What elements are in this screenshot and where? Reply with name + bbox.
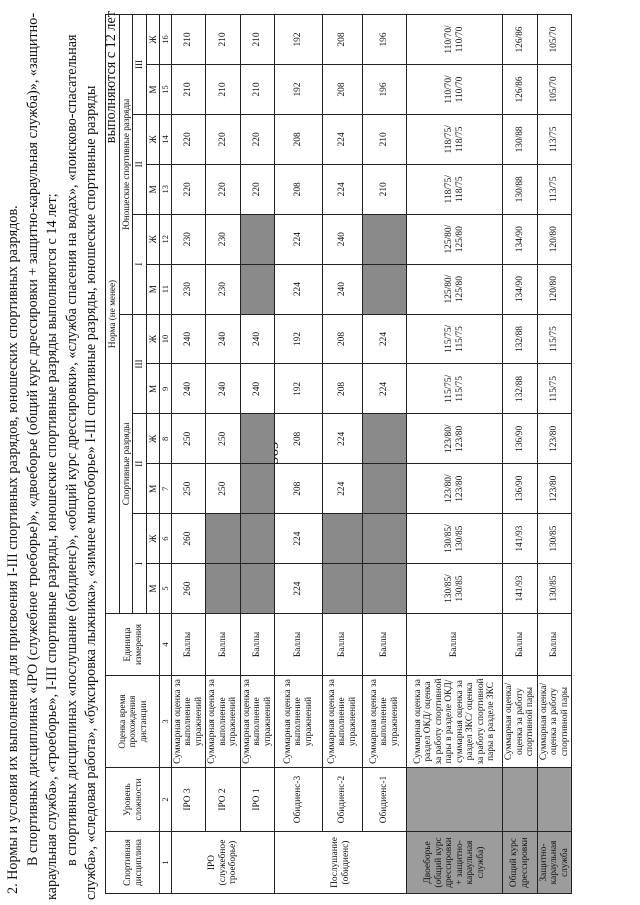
score-cell: Суммарная оценка за выполнение упражнений — [171, 676, 206, 768]
value-cell: 120/80 — [537, 214, 572, 264]
value-cell: 126/86 — [503, 15, 538, 65]
value-cell: 210 — [171, 15, 206, 65]
value-cell: 250 — [171, 414, 206, 464]
value-cell: 240 — [206, 314, 241, 364]
value-cell: 220 — [240, 164, 275, 214]
value-cell: 141/93 — [503, 514, 538, 564]
column-number: 9 — [160, 364, 172, 414]
value-cell: 224 — [323, 414, 363, 464]
value-cell: 224 — [275, 564, 323, 614]
rotated-page — [4, 5, 624, 900]
value-cell — [240, 214, 275, 264]
level-cell — [407, 768, 503, 832]
unit-cell: Баллы — [171, 614, 206, 676]
value-cell: 123/80 — [537, 414, 572, 464]
value-cell: 230 — [206, 214, 241, 264]
score-cell: Суммарная оценка/ оценка за работу спортивной пары — [537, 676, 572, 768]
value-cell: 240 — [323, 264, 363, 314]
table-row — [407, 15, 503, 894]
value-cell: 115/75/ 115/75 — [407, 364, 503, 414]
value-cell: 230 — [171, 214, 206, 264]
value-cell: 196 — [363, 65, 407, 115]
value-cell: 240 — [171, 364, 206, 414]
header-youth-ranks: Юношеские спортивные разряды — [119, 15, 133, 315]
value-cell: 118/75/ 118/75 — [407, 164, 503, 214]
score-cell: Суммарная оценка/ оценка за работу спортивной пары — [503, 676, 538, 768]
level-cell: IPO 1 — [240, 768, 275, 832]
table-row — [363, 15, 407, 894]
value-cell: 220 — [206, 164, 241, 214]
column-number: 15 — [160, 65, 172, 115]
value-cell: 136/90 — [503, 414, 538, 464]
value-cell: 110/70/ 110/70 — [407, 15, 503, 65]
value-cell: 208 — [323, 364, 363, 414]
header-rank: I — [133, 214, 147, 314]
column-number: 11 — [160, 264, 172, 314]
heading-title: 2. Нормы и условия их выполнения для присвоения I-III спортивных разрядов, юношеских спортивных разрядов. — [5, 205, 21, 894]
score-cell: Суммарная оценка за выполнение упражнений — [206, 676, 241, 768]
value-cell: 250 — [206, 464, 241, 514]
discipline-cell: IPO (служебное троеборье) — [171, 832, 275, 894]
header-discipline: Спортивная дисциплина — [106, 832, 160, 894]
table-row — [171, 15, 206, 894]
header-female: Ж — [146, 114, 160, 164]
value-cell: 230 — [171, 264, 206, 314]
value-cell: 210 — [240, 15, 275, 65]
score-cell: Суммарная оценка за выполнение упражнений — [275, 676, 323, 768]
header-female: Ж — [146, 314, 160, 364]
column-number: 8 — [160, 414, 172, 464]
value-cell — [323, 514, 363, 564]
value-cell: 105/70 — [537, 65, 572, 115]
value-cell: 130/88 — [503, 114, 538, 164]
value-cell: 208 — [275, 414, 323, 464]
column-number: 1 — [160, 832, 172, 894]
value-cell: 260 — [171, 564, 206, 614]
header-rank: III — [133, 15, 147, 115]
discipline-cell: Общий курс дрессировки — [503, 832, 538, 894]
level-cell — [503, 768, 538, 832]
value-cell: 136/90 — [503, 464, 538, 514]
value-cell: 208 — [275, 114, 323, 164]
value-cell: 220 — [206, 114, 241, 164]
header-level: Уровень сложности — [106, 768, 160, 832]
value-cell: 208 — [275, 164, 323, 214]
value-cell: 240 — [323, 214, 363, 264]
table-row — [240, 15, 275, 894]
value-cell — [240, 564, 275, 614]
value-cell: 224 — [363, 314, 407, 364]
discipline-cell: Защитно-караульная служба — [537, 832, 572, 894]
value-cell: 208 — [323, 314, 363, 364]
value-cell: 130/85/ 130/85 — [407, 564, 503, 614]
value-cell: 113/75 — [537, 114, 572, 164]
value-cell: 210 — [171, 65, 206, 115]
header-male: М — [146, 65, 160, 115]
heading-line-4: служба», «следовая работа», «буксировка лыжника», «зимнее многоборье» I-III спортивные разряды, юношеские спортивные разряды — [83, 85, 99, 900]
unit-cell: Баллы — [503, 614, 538, 676]
discipline-cell: Послушание (обидиенс) — [275, 832, 407, 894]
table-row — [206, 15, 241, 894]
heading-line-1: В спортивных дисциплинах «IPO (служебное троеборье)», «двоеборье (общий курс дрессировки + защитно-караульная служба)», «защитно- — [24, 12, 41, 866]
unit-cell: Баллы — [240, 614, 275, 676]
value-cell — [240, 514, 275, 564]
value-cell: 132/88 — [503, 314, 538, 364]
column-number: 10 — [160, 314, 172, 364]
unit-cell: Баллы — [323, 614, 363, 676]
value-cell: 220 — [171, 164, 206, 214]
value-cell: 224 — [275, 214, 323, 264]
value-cell: 130/88 — [503, 164, 538, 214]
header-male: М — [146, 164, 160, 214]
value-cell: 220 — [171, 114, 206, 164]
value-cell: 123/80/ 123/80 — [407, 414, 503, 464]
score-cell: Суммарная оценка за выполнение упражнений — [363, 676, 407, 768]
value-cell: 132/88 — [503, 364, 538, 414]
table-row — [275, 15, 323, 894]
value-cell: 115/75/ 115/75 — [407, 314, 503, 364]
value-cell: 192 — [275, 15, 323, 65]
value-cell: 208 — [323, 65, 363, 115]
unit-cell: Баллы — [537, 614, 572, 676]
value-cell: 110/70/ 110/70 — [407, 65, 503, 115]
column-number: 2 — [160, 768, 172, 832]
value-cell: 113/75 — [537, 164, 572, 214]
value-cell: 240 — [171, 314, 206, 364]
value-cell — [363, 514, 407, 564]
value-cell: 130/85/ 130/85 — [407, 514, 503, 564]
value-cell: 210 — [240, 65, 275, 115]
value-cell: 126/86 — [503, 65, 538, 115]
value-cell: 224 — [363, 364, 407, 414]
table-row — [537, 15, 572, 894]
value-cell: 210 — [206, 15, 241, 65]
heading — [4, 5, 121, 900]
value-cell: 141/93 — [503, 564, 538, 614]
score-cell: Суммарная оценка за выполнение упражнений — [240, 676, 275, 768]
level-cell: IPO 2 — [206, 768, 241, 832]
value-cell: 240 — [240, 364, 275, 414]
value-cell: 125/80/ 125/80 — [407, 264, 503, 314]
value-cell: 192 — [275, 314, 323, 364]
level-cell: Обидиенс-2 — [323, 768, 363, 832]
value-cell — [206, 514, 241, 564]
heading-line-2: караульная служба», «троеборье», I-III спортивные разряды, юношеские спортивные разряды выполняются с 14 лет; — [44, 193, 60, 900]
unit-cell: Баллы — [275, 614, 323, 676]
value-cell: 210 — [363, 114, 407, 164]
value-cell: 192 — [275, 65, 323, 115]
value-cell — [363, 214, 407, 264]
discipline-cell: Двоеборье (общий курс дрессировки + защитно-караульная служба) — [407, 832, 503, 894]
header-male: М — [146, 564, 160, 614]
level-cell: Обидиенс-1 — [363, 768, 407, 832]
column-number: 6 — [160, 514, 172, 564]
value-cell: 208 — [275, 464, 323, 514]
value-cell: 123/80 — [537, 464, 572, 514]
score-cell: Суммарная оценка за выполнение упражнений — [323, 676, 363, 768]
unit-cell: Баллы — [363, 614, 407, 676]
header-male: М — [146, 464, 160, 514]
column-number: 16 — [160, 15, 172, 65]
unit-cell: Баллы — [206, 614, 241, 676]
value-cell: 240 — [206, 364, 241, 414]
header-norms: Норма (не менее) — [106, 15, 120, 614]
column-number: 7 — [160, 464, 172, 514]
header-sport-ranks: Спортивные разряды — [119, 314, 133, 613]
header-unit: Единица измерения — [106, 614, 160, 676]
header-male: М — [146, 264, 160, 314]
value-cell: 115/75 — [537, 364, 572, 414]
header-female: Ж — [146, 214, 160, 264]
value-cell: 123/80/ 123/80 — [407, 464, 503, 514]
column-number: 3 — [160, 676, 172, 768]
header-male: М — [146, 364, 160, 414]
value-cell: 224 — [323, 164, 363, 214]
value-cell: 120/80 — [537, 264, 572, 314]
value-cell: 196 — [363, 15, 407, 65]
value-cell — [240, 264, 275, 314]
header-rank: II — [133, 414, 147, 514]
value-cell — [206, 564, 241, 614]
value-cell: 250 — [171, 464, 206, 514]
header-female: Ж — [146, 414, 160, 464]
column-number: 12 — [160, 214, 172, 264]
value-cell: 240 — [240, 314, 275, 364]
level-cell: Обидиенс-3 — [275, 768, 323, 832]
value-cell: 224 — [275, 264, 323, 314]
column-number: 4 — [160, 614, 172, 676]
value-cell — [363, 414, 407, 464]
score-cell: Суммарная оценка за раздел ОКД/ оценка за работу спортивной пары в разделе ОКД/ суммарная оценка за раздел ЗКС/ оценка за работу спортивной пары в разделе ЗКС — [407, 676, 503, 768]
norms-table — [105, 14, 572, 894]
header-female: Ж — [146, 15, 160, 65]
header-score: Оценка время прохождения дистанции — [106, 676, 160, 768]
header-rank: III — [133, 314, 147, 414]
value-cell: 224 — [323, 114, 363, 164]
level-cell: IPO 3 — [171, 768, 206, 832]
table-row — [323, 15, 363, 894]
level-cell — [537, 768, 572, 832]
value-cell: 210 — [206, 65, 241, 115]
value-cell — [363, 464, 407, 514]
value-cell: 115/75 — [537, 314, 572, 364]
value-cell — [363, 564, 407, 614]
value-cell: 134/90 — [503, 214, 538, 264]
value-cell: 260 — [171, 514, 206, 564]
value-cell: 250 — [206, 414, 241, 464]
value-cell: 125/80/ 125/80 — [407, 214, 503, 264]
header-rank: I — [133, 514, 147, 614]
value-cell — [240, 414, 275, 464]
table-row — [503, 15, 538, 894]
value-cell: 224 — [323, 464, 363, 514]
value-cell: 220 — [240, 114, 275, 164]
value-cell: 208 — [323, 15, 363, 65]
unit-cell: Баллы — [407, 614, 503, 676]
value-cell: 130/85 — [537, 514, 572, 564]
value-cell: 224 — [275, 514, 323, 564]
column-number: 5 — [160, 564, 172, 614]
heading-line-5: выполняются с 12 лет — [102, 11, 119, 144]
value-cell: 130/85 — [537, 564, 572, 614]
value-cell: 230 — [206, 264, 241, 314]
heading-line-3: в спортивных дисциплинах «послушание (обидиенс)», «общий курс дрессировки», «служба спасения на водах», «поисково-спасательная — [63, 34, 80, 866]
column-number: 14 — [160, 114, 172, 164]
value-cell: 118/75/ 118/75 — [407, 114, 503, 164]
column-number: 13 — [160, 164, 172, 214]
value-cell: 134/90 — [503, 264, 538, 314]
header-rank: II — [133, 114, 147, 214]
value-cell — [363, 264, 407, 314]
value-cell: 105/70 — [537, 15, 572, 65]
header-female: Ж — [146, 514, 160, 564]
value-cell — [323, 564, 363, 614]
value-cell: 192 — [275, 364, 323, 414]
value-cell: 210 — [363, 164, 407, 214]
value-cell — [240, 464, 275, 514]
